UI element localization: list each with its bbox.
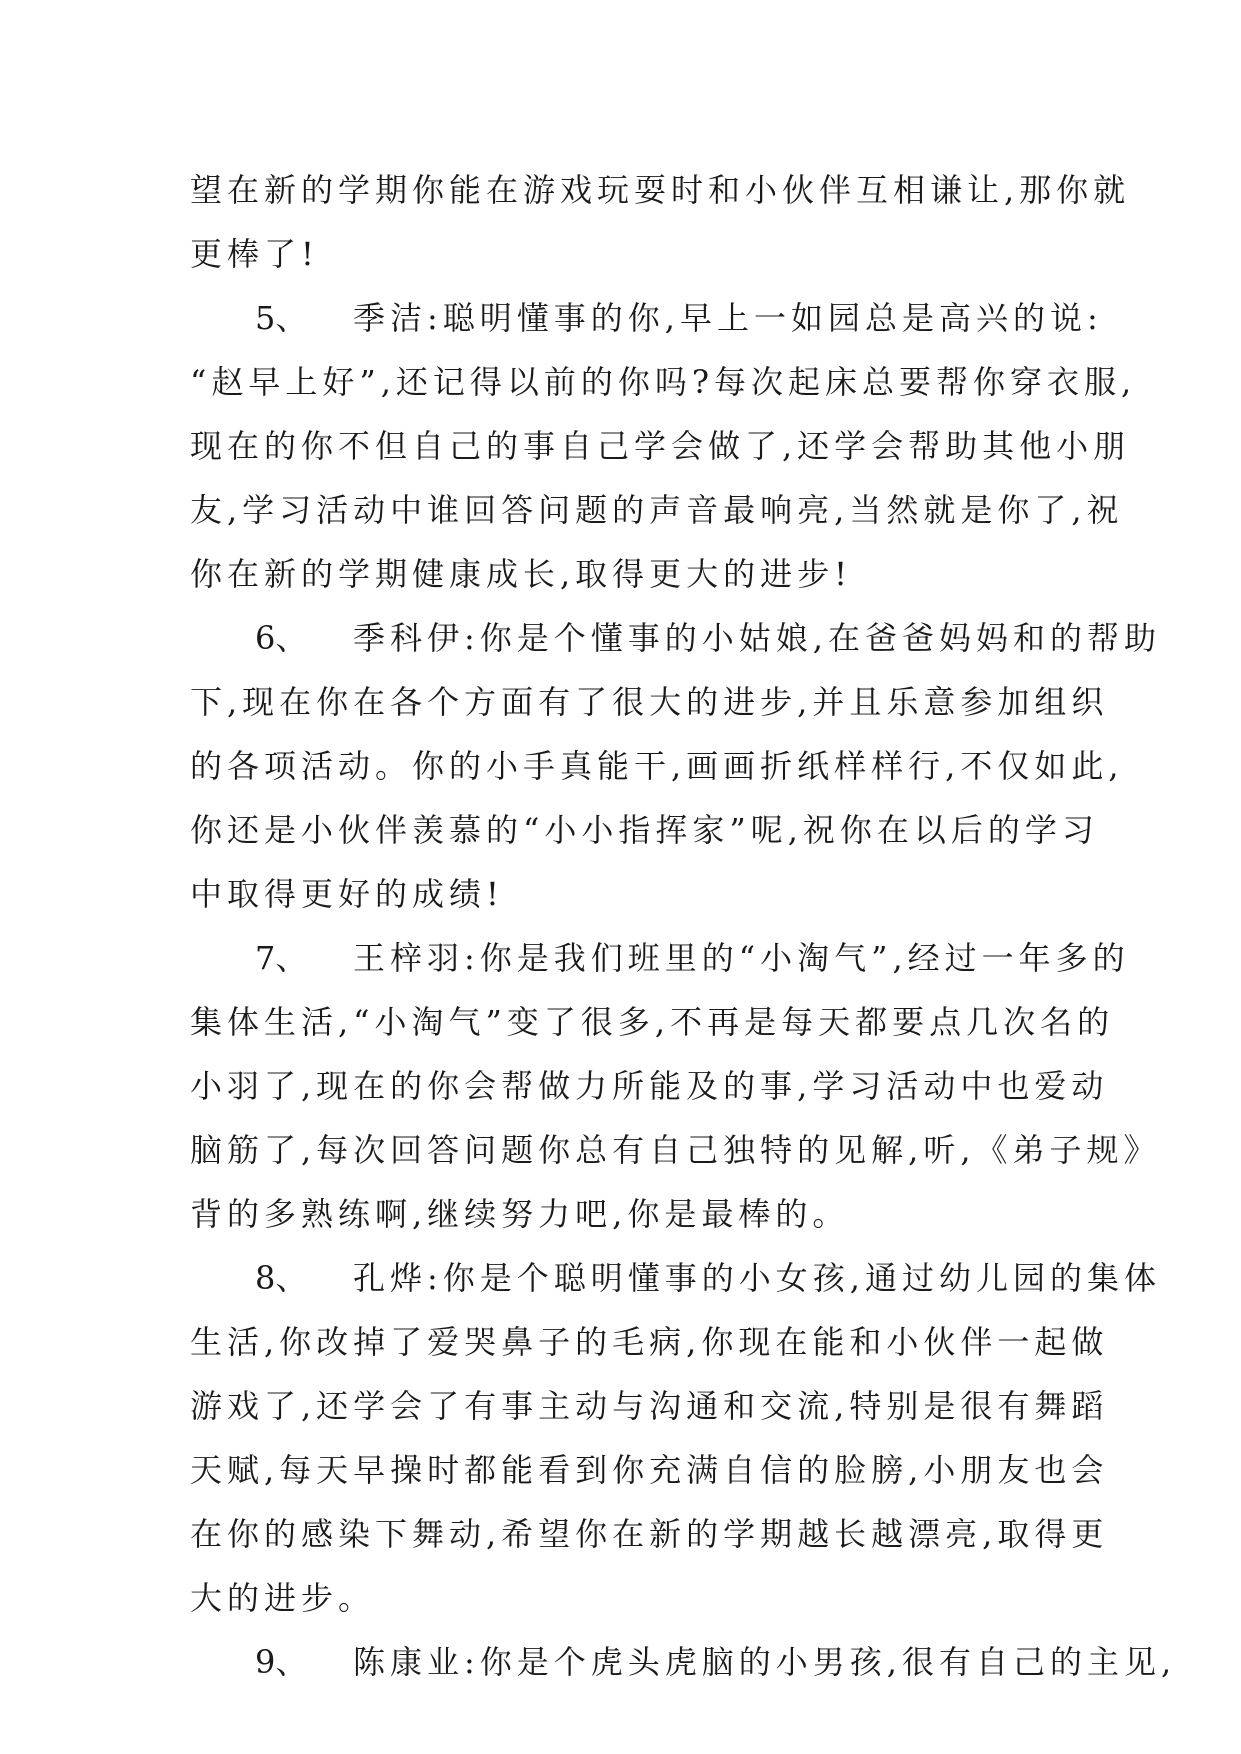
entry-line: 友,学习活动中谁回答问题的声音最响亮,当然就是你了,祝	[190, 491, 1124, 529]
entry-first-line	[190, 286, 1103, 350]
entry-line: 天赋,每天早操时都能看到你充满自信的脸膀,小朋友也会	[190, 1451, 1109, 1489]
entry-number: 6、	[255, 619, 308, 657]
entry-first-line	[190, 1630, 1177, 1694]
entry-line: 下,现在你在各个方面有了很大的进步,并且乐意参加组织	[190, 683, 1109, 721]
entry-line: 大的进步。	[190, 1579, 376, 1617]
entry-line: 的各项活动。你的小手真能干,画画折纸样样行,不仅如此,	[190, 747, 1124, 785]
entry-number: 7、	[255, 939, 308, 977]
entry-text: 孔烨:你是个聪明懂事的小女孩,通过幼儿园的集体	[353, 1259, 1161, 1297]
entry-line: “赵早上好”,还记得以前的你吗?每次起床总要帮你穿衣服,	[190, 363, 1137, 401]
entry-number: 5、	[255, 299, 308, 337]
entry-line: 你在新的学期健康成长,取得更大的进步!	[190, 555, 853, 593]
entry-line: 游戏了,还学会了有事主动与沟通和交流,特别是很有舞蹈	[190, 1387, 1109, 1425]
entry-line: 现在的你不但自己的事自己学会做了,还学会帮助其他小朋	[190, 427, 1131, 465]
entry-line: 你还是小伙伴羡慕的“小小指挥家”呢,祝你在以后的学习	[190, 811, 1099, 849]
entry-number: 9、	[255, 1643, 308, 1681]
entry-line: 中取得更好的成绩!	[190, 875, 504, 913]
entry-text: 陈康业:你是个虎头虎脑的小男孩,很有自己的主见,	[353, 1643, 1177, 1681]
entry-line: 在你的感染下舞动,希望你在新的学期越长越漂亮,取得更	[190, 1515, 1109, 1553]
intro-line: 更棒了!	[190, 235, 319, 273]
entry-first-line	[190, 606, 1161, 670]
entry-number: 8、	[255, 1259, 308, 1297]
entry-text: 季科伊:你是个懂事的小姑娘,在爸爸妈妈和的帮助	[353, 619, 1161, 657]
entry-line: 集体生活,“小淘气”变了很多,不再是每天都要点几次名的	[190, 1003, 1115, 1041]
entry-line: 脑筋了,每次回答问题你总有自己独特的见解,听,《弟子规》	[190, 1131, 1161, 1169]
entry-first-line	[190, 1246, 1161, 1310]
entry-line: 小羽了,现在的你会帮做力所能及的事,学习活动中也爱动	[190, 1067, 1109, 1105]
entry-line: 生活,你改掉了爱哭鼻子的毛病,你现在能和小伙伴一起做	[190, 1323, 1109, 1361]
entry-text: 季洁:聪明懂事的你,早上一如园总是高兴的说:	[353, 299, 1103, 337]
intro-line: 望在新的学期你能在游戏玩耍时和小伙伴互相谦让,那你就	[190, 171, 1131, 209]
entry-line: 背的多熟练啊,继续努力吧,你是最棒的。	[190, 1195, 850, 1233]
entry-first-line	[190, 926, 1130, 990]
entry-text: 王梓羽:你是我们班里的“小淘气”,经过一年多的	[353, 939, 1130, 977]
